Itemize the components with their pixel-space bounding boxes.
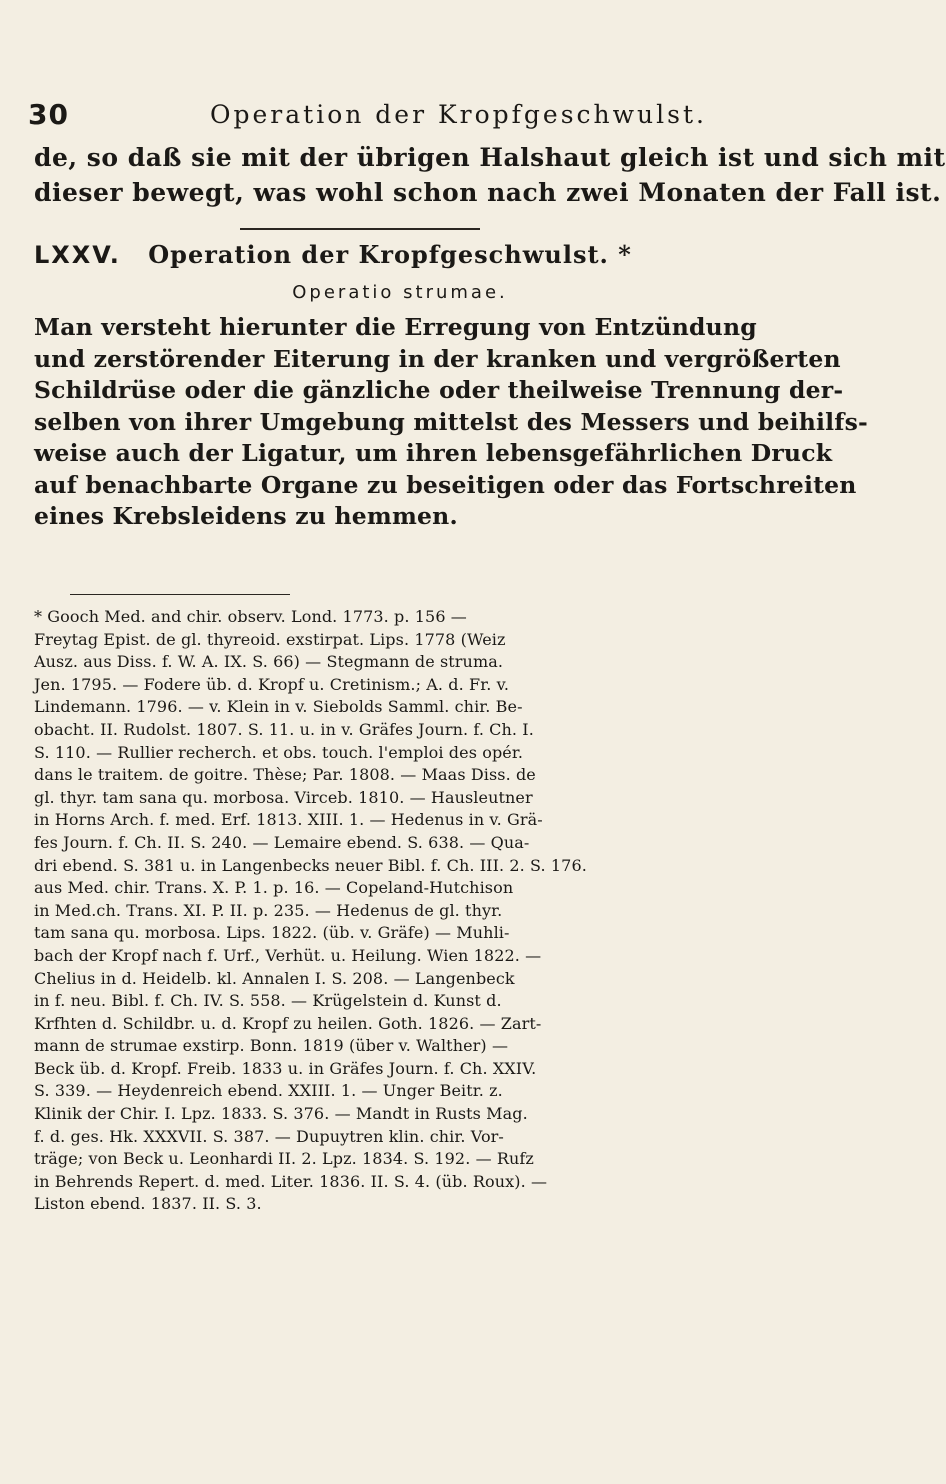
section-number: LXXV. (34, 241, 121, 269)
text-line: weise auch der Ligatur, um ihren lebensgefährlichen Druck (34, 439, 833, 467)
footnote-line: Liston ebend. 1837. II. S. 3. (34, 1194, 262, 1214)
footnote-line: aus Med. chir. Trans. X. P. 1. p. 16. — Copeland-Hutchison (34, 878, 514, 898)
footnote-line: S. 339. — Heydenreich ebend. XXIII. 1. — Unger Beitr. z. (34, 1081, 503, 1101)
footnote-line: Jen. 1795. — Fodere üb. d. Kropf u. Cretinism.; A. d. Fr. v. (34, 674, 510, 694)
footnote-line: Lindemann. 1796. — v. Klein in v. Siebolds Samml. chir. Be- (34, 697, 523, 717)
section-divider (240, 228, 480, 230)
section-title: Operation der Kropfgeschwulst. * (148, 240, 632, 269)
footnote-line: in Behrends Repert. d. med. Liter. 1836. II. S. 4. (üb. Roux). — (34, 1171, 548, 1191)
footnote-line: Chelius in d. Heidelb. kl. Annalen I. S. 208. — Langenbeck (34, 968, 515, 988)
page-number: 30 (28, 98, 69, 131)
footnote-line: tam sana qu. morbosa. Lips. 1822. (üb. v. Gräfe) — Muhli- (34, 923, 510, 943)
footnote-divider (70, 594, 290, 595)
text-line: eines Krebsleidens zu hemmen. (34, 502, 458, 530)
text-line: selben von ihrer Umgebung mittelst des Messers und beihilfs- (34, 407, 868, 436)
footnote-line: Klinik der Chir. I. Lpz. 1833. S. 376. — Mandt in Rusts Mag. (34, 1104, 528, 1124)
footnote-line: S. 110. — Rullier recherch. et obs. touch. l'emploi des opér. (34, 742, 524, 762)
footnote-line: in f. neu. Bibl. f. Ch. IV. S. 558. — Krügelstein d. Kunst d. (34, 991, 502, 1011)
text-line: dieser bewegt, was wohl schon nach zwei Monaten der Fall ist. (34, 178, 942, 207)
footnote (34, 606, 794, 1216)
footnote-line: f. d. ges. Hk. XXXVII. S. 387. — Dupuytren klin. chir. Vor- (34, 1126, 504, 1146)
running-head: Operation der Kropfgeschwulst. (210, 100, 707, 129)
section-heading (34, 240, 794, 269)
text-line: Man versteht hierunter die Erregung von Entzündung (34, 313, 757, 341)
section-subtitle: Operatio strumae. (292, 282, 508, 303)
footnote-line: Freytag Epist. de gl. thyreoid. exstirpat. Lips. 1778 (Weiz (34, 629, 506, 649)
footnote-line: dri ebend. S. 381 u. in Langenbecks neuer Bibl. f. Ch. III. 2. S. 176. (34, 855, 587, 875)
footnote-line: gl. thyr. tam sana qu. morbosa. Virceb. 1810. — Hausleutner (34, 787, 533, 807)
footnote-line: träge; von Beck u. Leonhardi II. 2. Lpz. 1834. S. 192. — Rufz (34, 1149, 534, 1169)
text-line: de, so daß sie mit der übrigen Halshaut gleich ist und sich mit (34, 143, 946, 172)
text-line: auf benachbarte Organe zu beseitigen oder das Fortschreiten (34, 470, 857, 499)
footnote-line: Beck üb. d. Kropf. Freib. 1833 u. in Gräfes Journ. f. Ch. XXIV. (34, 1058, 537, 1078)
footnote-line: mann de strumae exstirp. Bonn. 1819 (über v. Walther) — (34, 1036, 509, 1056)
intro-paragraph (34, 140, 946, 210)
footnote-line: Ausz. aus Diss. f. W. A. IX. S. 66) — Stegmann de struma. (34, 652, 504, 672)
body-paragraph (34, 312, 868, 533)
footnote-line: obacht. II. Rudolst. 1807. S. 11. u. in v. Gräfes Journ. f. Ch. I. (34, 719, 534, 739)
footnote-line: * Gooch Med. and chir. observ. Lond. 1773. p. 156 — (34, 607, 467, 626)
footnote-line: fes Journ. f. Ch. II. S. 240. — Lemaire ebend. S. 638. — Qua- (34, 832, 530, 852)
footnote-line: in Horns Arch. f. med. Erf. 1813. XIII. 1. — Hedenus in v. Grä- (34, 810, 543, 830)
footnote-line: in Med.ch. Trans. XI. P. II. p. 235. — Hedenus de gl. thyr. (34, 900, 503, 920)
text-line: Schildrüse oder die gänzliche oder theilweise Trennung der- (34, 376, 844, 404)
footnote-line: dans le traitem. de goitre. Thèse; Par. 1808. — Maas Diss. de (34, 765, 536, 785)
page-header (0, 98, 800, 140)
text-line: und zerstörender Eiterung in der kranken und vergrößerten (34, 344, 841, 373)
footnote-line: bach der Kropf nach f. Urf., Verhüt. u. Heilung. Wien 1822. — (34, 945, 542, 965)
footnote-line: Krfhten d. Schildbr. u. d. Kropf zu heilen. Goth. 1826. — Zart- (34, 1013, 542, 1033)
